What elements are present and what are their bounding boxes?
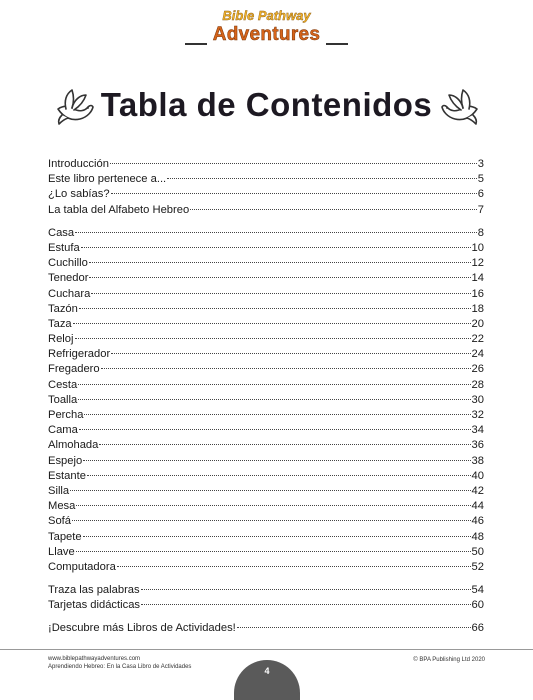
toc-entry (48, 172, 484, 187)
toc-entry-label: Traza las palabras (48, 584, 140, 597)
toc-entry-label: Almohada (48, 439, 99, 452)
toc-entry (48, 454, 484, 469)
footer-copyright: © BPA Publishing Ltd 2020 (413, 657, 485, 663)
toc-entry (48, 287, 484, 302)
toc-entry-label: Toalla (48, 393, 78, 406)
toc-entry-label: Taza (48, 317, 72, 330)
toc-leader-dots (84, 414, 470, 415)
toc-entry-label: Fregadero (48, 363, 100, 376)
toc-leader-dots (73, 323, 471, 324)
toc-leader-dots (78, 384, 470, 385)
toc-entry (48, 621, 484, 636)
toc-entry-label: Espejo (48, 454, 83, 467)
toc-entry-page: 40 (471, 469, 484, 482)
toc-entry-page: 28 (471, 378, 484, 391)
toc-group-gap (48, 613, 484, 621)
toc-leader-dots (101, 368, 471, 369)
toc-entry-page: 66 (471, 622, 484, 635)
toc-leader-dots (75, 338, 471, 339)
toc-leader-dots (141, 589, 471, 590)
toc-leader-dots (83, 536, 471, 537)
toc-entry-label: Estufa (48, 241, 80, 254)
toc-entry-page: 34 (471, 424, 484, 437)
toc-entry (48, 241, 484, 256)
toc-entry-label: Percha (48, 409, 84, 421)
toc-leader-dots (76, 505, 470, 506)
toc-leader-dots (79, 308, 471, 309)
toc-group-gap (48, 218, 484, 226)
toc-entry (48, 187, 484, 202)
toc-leader-dots (237, 627, 471, 628)
toc-entry-page: 6 (477, 188, 484, 201)
toc-entry-label: Tarjetas didácticas (48, 599, 141, 612)
toc-entry (48, 362, 484, 377)
toc-entry (48, 545, 484, 560)
toc-entry-label: Tapete (48, 530, 82, 543)
toc-entry (48, 317, 484, 332)
toc-entry-page: 26 (471, 363, 484, 376)
toc-entry-page: 60 (471, 599, 484, 612)
toc-entry-page: 20 (471, 317, 484, 330)
toc-entry-label: La tabla del Alfabeto Hebreo (48, 203, 190, 216)
toc-entry (48, 226, 484, 241)
toc-entry-page: 3 (477, 158, 484, 170)
toc-entry-page: 52 (471, 560, 484, 573)
toc-entry (48, 332, 484, 347)
toc-entry (48, 598, 484, 613)
logo-line-1: Bible Pathway (222, 8, 311, 23)
brand-logo (0, 8, 533, 52)
logo-line-2: Adventures (212, 24, 321, 45)
toc-entry-page: 50 (471, 545, 484, 558)
toc-entry-page: 14 (471, 272, 484, 285)
toc-leader-dots (81, 247, 471, 248)
toc-entry (48, 157, 484, 172)
toc-entry (48, 438, 484, 453)
toc-entry (48, 530, 484, 545)
toc-leader-dots (117, 566, 471, 567)
toc-entry-label: ¿Lo sabías? (48, 188, 110, 201)
table-of-contents (48, 157, 484, 637)
toc-entry-label: Sofá (48, 515, 72, 528)
toc-entry-page: 54 (471, 584, 484, 597)
toc-entry (48, 514, 484, 529)
toc-entry-label: Este libro pertenece a... (48, 173, 167, 186)
toc-entry-label: Cesta (48, 378, 78, 391)
toc-entry-page: 38 (471, 454, 484, 467)
toc-entry-label: Refrigerador (48, 348, 111, 361)
toc-leader-dots (110, 163, 477, 164)
footer-website: www.biblepathwayadventures.com (48, 656, 141, 662)
toc-entry (48, 378, 484, 393)
toc-entry-page: 42 (471, 484, 484, 497)
toc-entry-page: 7 (477, 203, 484, 216)
toc-leader-dots (89, 262, 471, 263)
toc-entry (48, 423, 484, 438)
toc-entry (48, 302, 484, 317)
toc-entry (48, 393, 484, 408)
toc-entry-label: Cuchara (48, 287, 91, 300)
toc-entry-page: 48 (471, 530, 484, 543)
toc-entry-page: 12 (471, 257, 484, 270)
toc-entry-page: 10 (471, 241, 484, 254)
toc-entry (48, 256, 484, 271)
toc-entry (48, 583, 484, 598)
toc-leader-dots (89, 277, 470, 278)
toc-leader-dots (79, 429, 471, 430)
toc-leader-dots (87, 475, 471, 476)
toc-entry-page: 18 (471, 302, 484, 315)
toc-leader-dots (83, 460, 470, 461)
toc-entry-label: Estante (48, 469, 86, 482)
toc-entry (48, 408, 484, 423)
toc-leader-dots (99, 444, 470, 445)
toc-entry-label: Cama (48, 424, 78, 437)
toc-entry-page: 36 (471, 439, 484, 452)
toc-leader-dots (190, 209, 477, 210)
footer-divider (0, 649, 533, 650)
toc-entry-label: Computadora (48, 560, 116, 573)
toc-entry-label: Llave (48, 545, 75, 558)
page-title: Tabla de Contenidos (100, 86, 433, 123)
toc-entry (48, 499, 484, 514)
toc-entry-label: Introducción (48, 158, 109, 170)
toc-leader-dots (75, 232, 477, 233)
footer-book-title: Aprendiendo Hebreo: En la Casa Libro de Actividades (48, 664, 192, 670)
toc-entry-label: Tazón (48, 302, 78, 315)
toc-entry-page: 30 (471, 393, 484, 406)
toc-leader-dots (72, 520, 471, 521)
toc-entry-page: 22 (471, 333, 484, 346)
toc-leader-dots (141, 604, 471, 605)
toc-group-gap (48, 575, 484, 583)
toc-entry (48, 560, 484, 575)
toc-entry-label: Silla (48, 484, 70, 497)
toc-entry (48, 469, 484, 484)
page-number: 4 (264, 666, 270, 676)
dove-icon (439, 87, 483, 127)
toc-leader-dots (78, 399, 470, 400)
toc-entry-page: 24 (471, 348, 484, 361)
toc-entry-label: Mesa (48, 500, 76, 513)
toc-leader-dots (111, 193, 477, 194)
toc-leader-dots (76, 551, 471, 552)
toc-leader-dots (70, 490, 470, 491)
toc-entry-label: Reloj (48, 333, 74, 346)
toc-leader-dots (167, 178, 477, 179)
toc-entry (48, 484, 484, 499)
toc-entry (48, 347, 484, 362)
toc-leader-dots (91, 293, 470, 294)
toc-entry-page: 5 (477, 173, 484, 186)
toc-entry-page: 16 (471, 287, 484, 300)
toc-entry-label: ¡Descubre más Libros de Actividades! (48, 622, 236, 635)
toc-entry-label: Cuchillo (48, 257, 88, 270)
toc-entry-page: 46 (471, 515, 484, 528)
toc-entry-page: 32 (471, 409, 484, 421)
toc-leader-dots (111, 353, 470, 354)
toc-entry-page: 8 (477, 226, 484, 239)
toc-entry-label: Tenedor (48, 272, 89, 285)
toc-entry-page: 44 (471, 500, 484, 513)
toc-entry-label: Casa (48, 226, 75, 239)
toc-entry (48, 271, 484, 286)
toc-entry (48, 203, 484, 218)
